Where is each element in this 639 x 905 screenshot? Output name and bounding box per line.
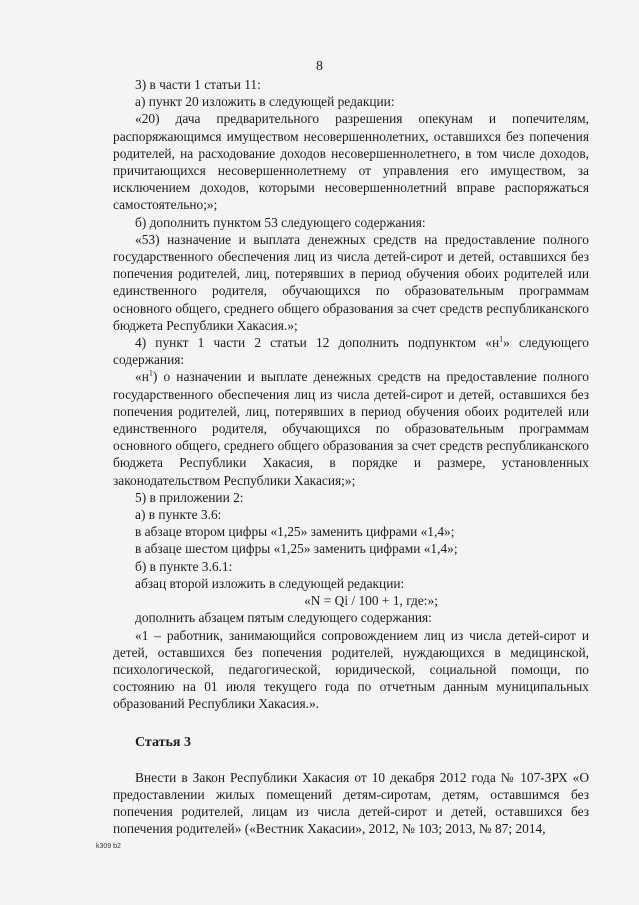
paragraph-point53-intro: б) дополнить пунктом 53 следующего содержания: (135, 214, 426, 230)
footer-document-code: k309 b2 (96, 843, 121, 850)
paragraph-point-3-6: а) в пункте 3.6: (135, 507, 222, 523)
paragraph-abzac-second-edit: абзац второй изложить в следующей редакции: (135, 575, 405, 591)
page-number: 8 (316, 59, 323, 74)
paragraph-point53-text: «53) назначение и выплата денежных средств на предоставление полного государственного обеспечения лиц из числа детей-сирот и детей, оставшихся без попечения родителей, лиц, потерявших в период обучения обоих родителей или единственного родителя, обучающихся по образовательным программам основного общего, среднего общего образования за счет средств республиканского бюджета Республики Хакасия.»; (113, 231, 589, 333)
paragraph-second-abzac: в абзаце втором цифры «1,25» заменить цифрами «1,4»; (135, 524, 455, 540)
paragraph-add-fifth-abzac: дополнить абзацем пятым следующего содержания: (135, 610, 432, 626)
article-3-heading: Статья 3 (135, 734, 191, 750)
paragraph-point-3-6-1: б) в пункте 3.6.1: (135, 558, 233, 574)
paragraph-subpoint-n1-text: «$н^1$) о назначении и выплате денежных средств на предоставление полного государственного обеспечения лиц из числа детей-сирот и детей, оставшихся без попечения родителей, лиц, потерявших в период обучения обоих родителей или единственного родителя, обучающихся по образовательным программам основного общего, среднего общего образования за счет средств республиканского бюджета Республики Хакасия, в порядке и размере, установленных законодательством Республики Хакасия;»; (113, 368, 589, 488)
paragraph-sixth-abzac: в абзаце шестом цифры «1,25» заменить цифрами «1,4»; (135, 541, 458, 557)
formula-line: «N = Qi / 100 + 1, где:»; (304, 593, 438, 609)
paragraph-point20-text: «20) дача предварительного разрешения опекунам и попечителям, распоряжающимся имуществом несовершеннолетних, оставшихся без попечения родителей, на расходование доходов несовершеннолетнего, в том числе доходов, причитающихся несовершеннолетнему от управления его имуществом, за исключением доходов, которыми несовершеннолетний вправе распоряжаться самостоятельно;»; (113, 111, 589, 213)
paragraph-article3-text: Внести в Закон Республики Хакасия от 10 декабря 2012 года № 107-ЗРХ «О предоставлении жилых помещений детям-сиротам, детям, оставшимся без попечения родителей, лицам из числа детей-сирот и детей, оставшихся без попечения родителей» («Вестник Хакасии», 2012, № 103; 2013, № 87; 2014, (113, 769, 589, 837)
paragraph-part1-article11: 3) в части 1 статьи 11: (135, 77, 261, 92)
paragraph-point20-intro: а) пункт 20 изложить в следующей редакции: (135, 94, 395, 110)
paragraph-article12-intro: 4) пункт 1 части 2 статьи 12 дополнить подпунктом «$н^1$» следующего содержания: (113, 334, 589, 368)
document-body (113, 76, 589, 838)
paragraph-appendix2: 5) в приложении 2: (135, 489, 244, 505)
paragraph-worker-definition: «1 – работник, занимающийся сопровождением лиц из числа детей-сирот и детей, оставшихся без попечения родителей, нуждающихся в медицинской, психологической, педагогической, юридической, социальной помощи, по состоянию на 01 июля текущего года по отчетным данным муниципальных образований Республики Хакасия.». (113, 627, 589, 712)
